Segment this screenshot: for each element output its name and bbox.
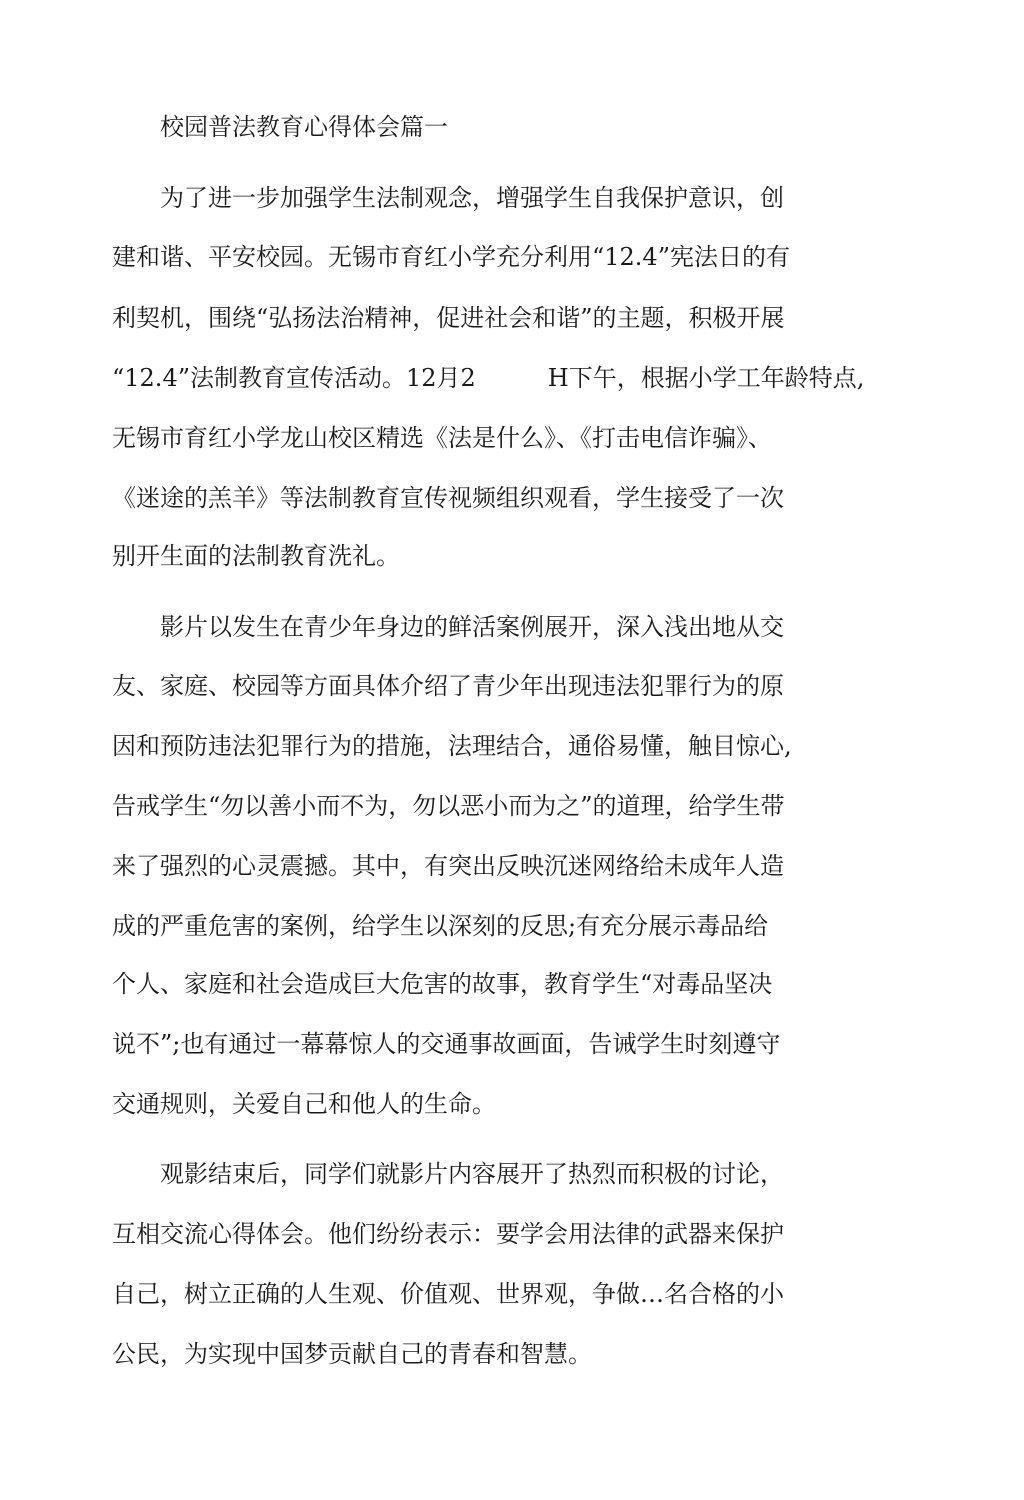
paragraph-2-line-1: 影片以发生在青少年身边的鲜活案例展开，深入浅出地从交: [160, 613, 784, 641]
paragraph-1-line-3: 利契机，围绕“弘扬法治精神，促进社会和谐”的主题，积极开展: [112, 304, 785, 332]
paragraph-1-line-2: 建和谐、平安校园。无锡市育红小学充分利用“12.4”宪法日的有: [112, 243, 790, 271]
paragraph-3-line-3: 自己，树立正确的人生观、价值观、世界观，争做…名合格的小: [112, 1280, 784, 1308]
paragraph-1-line-7: 别开生面的法制教育洗礼。: [112, 542, 400, 570]
paragraph-2-line-3: 因和预防违法犯罪行为的措施，法理结合，通俗易懂，触目惊心,: [112, 732, 792, 760]
paragraph-1-line-4: “12.4”法制教育宣传活动。12月2 H下午，根据小学工年龄特点,: [112, 364, 865, 392]
paragraph-3-line-2: 互相交流心得体会。他们纷纷表示：要学会用法律的武器来保护: [112, 1220, 784, 1248]
paragraph-2-line-4: 告戒学生“勿以善小而不为，勿以恶小而为之”的道理，给学生带: [112, 792, 785, 820]
paragraph-1-line-6: 《迷途的羔羊》等法制教育宣传视频组织观看，学生接受了一次: [112, 484, 784, 512]
paragraph-2-line-8: 说不”;也有通过一幕幕惊人的交通事故画面，告诫学生时刻遵守: [112, 1030, 781, 1058]
paragraph-1-line-1: 为了进一步加强学生法制观念，增强学生自我保护意识，创: [160, 184, 784, 212]
paragraph-2-line-9: 交通规则，关爱自己和他人的生命。: [112, 1090, 496, 1118]
paragraph-2-line-5: 来了强烈的心灵震撼。其中，有突出反映沉迷网络给未成年人造: [112, 852, 784, 880]
paragraph-2-line-6: 成的严重危害的案例，给学生以深刻的反思;有充分展示毒品给: [112, 912, 769, 940]
paragraph-3-line-4: 公民，为实现中国梦贡献自己的青春和智慧。: [112, 1340, 592, 1368]
paragraph-2-line-7: 个人、家庭和社会造成巨大危害的故事，教育学生“对毒品坚决: [112, 970, 773, 998]
document-title: 校园普法教育心得体会篇一: [160, 113, 448, 141]
paragraph-1-line-5: 无锡市育红小学龙山校区精选《法是什么》、《打击电信诈骗》、: [112, 424, 772, 452]
paragraph-2-line-2: 友、家庭、校园等方面具体介绍了青少年出现违法犯罪行为的原: [112, 672, 784, 700]
paragraph-3-line-1: 观影结束后，同学们就影片内容展开了热烈而积极的讨论，: [160, 1160, 784, 1188]
